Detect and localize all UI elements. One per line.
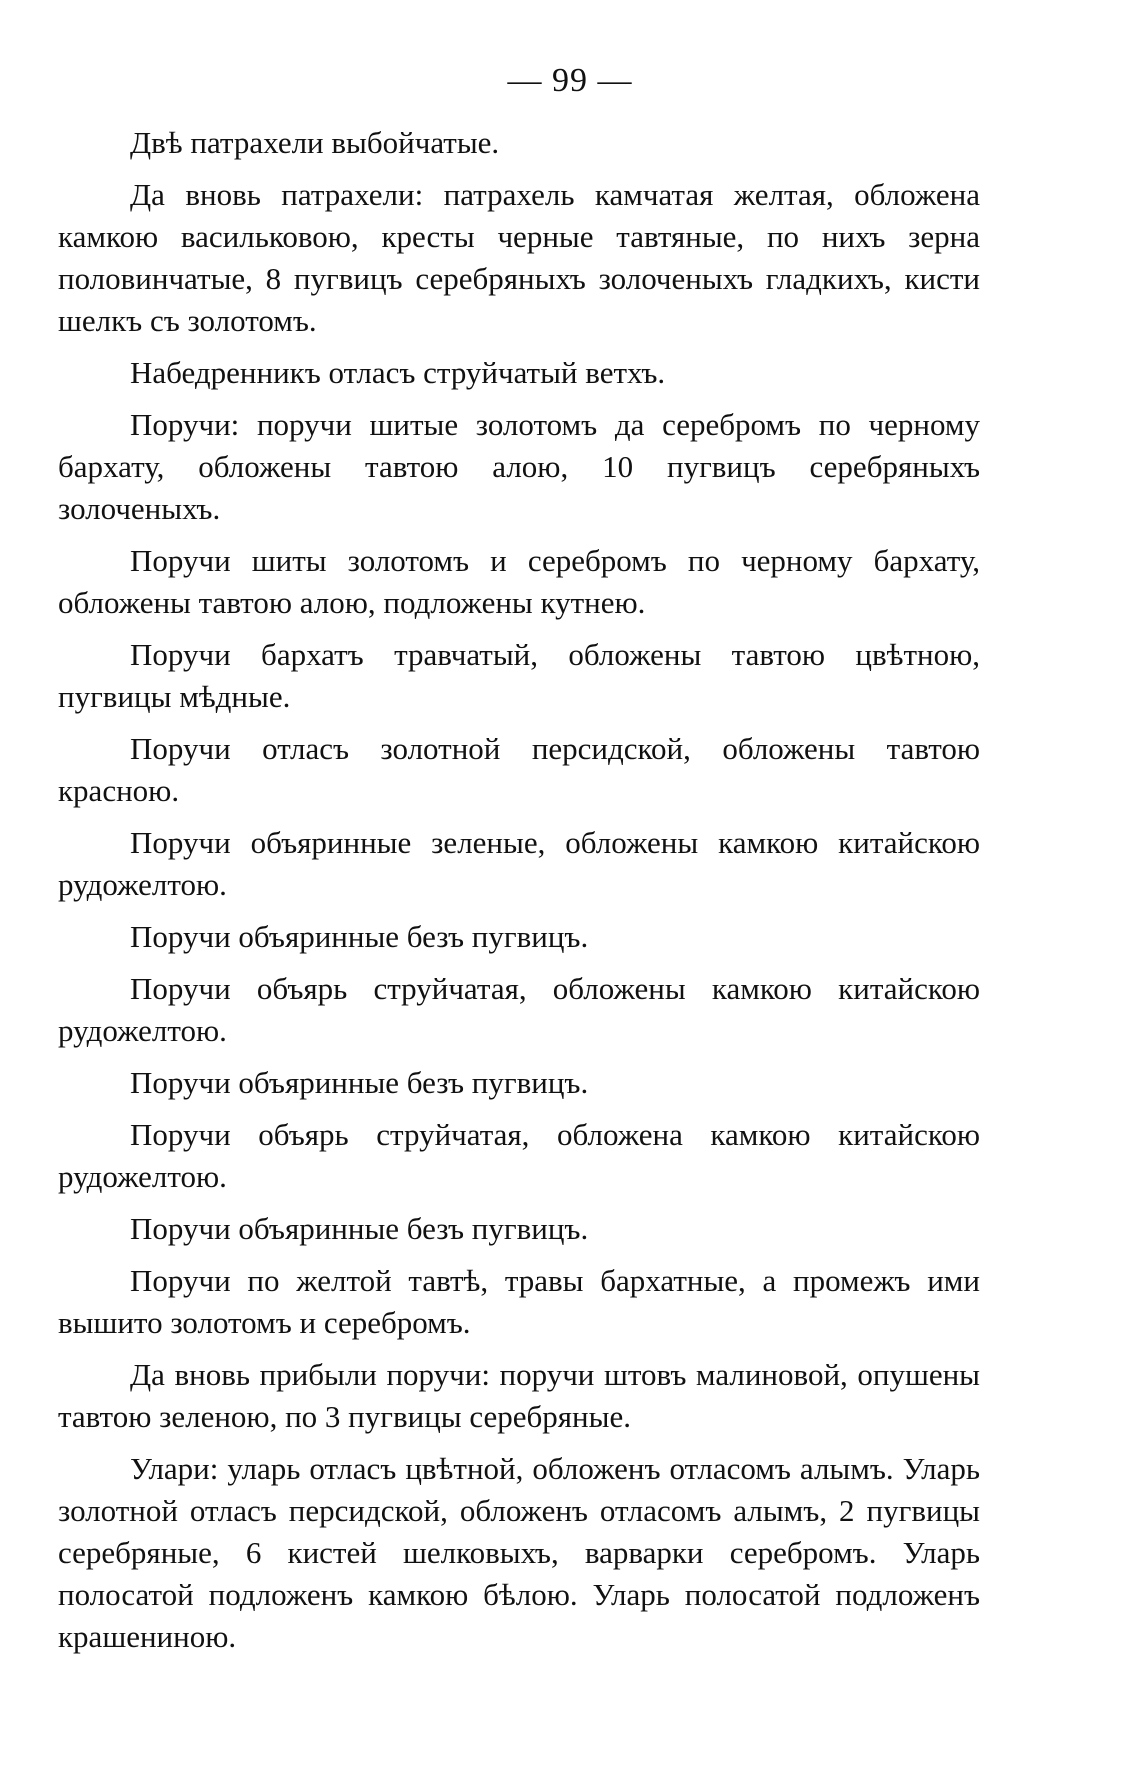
paragraph: Поручи отласъ золотной персидской, обложены тавтою красною. <box>58 731 980 808</box>
paragraph: Поручи бархатъ травчатый, обложены тавтою цвѣтною, пугвицы мѣдные. <box>58 637 980 714</box>
paragraph: Поручи: поручи шитые золотомъ да серебромъ по черному бархату, обложены тавтою алою, 10 пугвицъ серебряныхъ золоченыхъ. <box>58 407 980 526</box>
paragraph: Поручи объяринные безъ пугвицъ. <box>130 1211 589 1246</box>
paragraph: Поручи шиты золотомъ и серебромъ по черному бархату, обложены тавтою алою, подложены кутнею. <box>58 543 980 620</box>
page-number: — 99 — <box>507 62 633 99</box>
paragraph: Улари: уларь отласъ цвѣтной, обложенъ отласомъ алымъ. Уларь золотной отласъ персидской, обложенъ отласомъ алымъ, 2 пугвицы серебряные, 6 кистей шелковыхъ, варварки серебромъ. Уларь полосатой подложенъ камкою бѣлою. Уларь полосатой подложенъ крашениною. <box>58 1451 980 1654</box>
paragraph: Поручи объяринные безъ пугвицъ. <box>130 1065 589 1100</box>
paragraph: Поручи объярь струйчатая, обложены камкою китайскою рудожелтою. <box>58 971 980 1048</box>
paragraph: Двѣ патрахели выбойчатые. <box>130 125 500 160</box>
paragraph: Набедренникъ отласъ струйчатый ветхъ. <box>130 355 666 390</box>
paragraph: Поручи объяринные безъ пугвицъ. <box>130 919 589 954</box>
paragraph: Поручи объяринные зеленые, обложены камкою китайскою рудожелтою. <box>58 825 980 902</box>
paragraph: Да вновь патрахели: патрахель камчатая желтая, обложена камкою васильковою, кресты черные тавтяные, по нихъ зерна половинчатые, 8 пугвицъ серебряныхъ золоченыхъ гладкихъ, кисти шелкъ съ золотомъ. <box>58 177 980 338</box>
page-body <box>58 122 980 1668</box>
paragraph: Поручи объярь струйчатая, обложена камкою китайскою рудожелтою. <box>58 1117 980 1194</box>
paragraph: Поручи по желтой тавтѣ, травы бархатные, а промежъ ими вышито золотомъ и серебромъ. <box>58 1263 980 1340</box>
paragraph: Да вновь прибыли поручи: поручи штовъ малиновой, опушены тавтою зеленою, по 3 пугвицы серебряные. <box>58 1357 980 1434</box>
